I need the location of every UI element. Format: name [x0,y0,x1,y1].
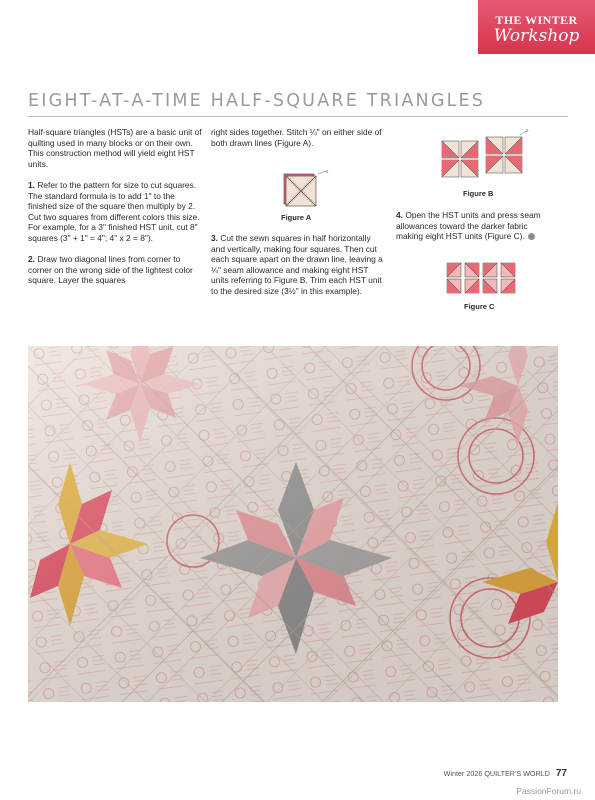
figure-b-cut-square [442,141,478,177]
article-title: EIGHT-AT-A-TIME HALF-SQUARE TRIANGLES [28,91,486,111]
hst-unit [447,279,461,293]
figure-a-diagram [282,170,330,208]
step-4-text: Open the HST units and press seam allowances toward the darker fabric making eight HST units (Figure C). [396,210,541,242]
figure-a-caption: Figure A [281,213,312,222]
quilt-illustration [28,346,558,702]
watermark: PassionForum.ru [516,786,581,796]
text-column-1 [28,127,203,297]
figure-c-caption: Figure C [464,302,495,311]
footer-magazine: QUILTER'S WORLD [484,769,550,778]
end-mark-icon [528,233,535,240]
page-footer [444,768,567,779]
step-1-text: Refer to the pattern for size to cut squares. The standard formula is to add 1" to the finished size of the square then multiply by 2. Cut two squares from different colors this size. For example, for a 3" finished HST unit, cut 8" squares (3" + 1" = 4"; 4" x 2 = 8"). [28,179,200,243]
text-column-2-bottom [211,233,385,307]
step-4-number: 4. [396,210,403,220]
hst-unit [465,263,479,277]
hst-unit [465,279,479,293]
hst-unit [447,263,461,277]
step-2-continued: right sides together. Stitch ¼" on either side of both drawn lines (Figure A). [211,127,382,148]
step-4 [396,210,556,242]
hst-unit [501,263,515,277]
badge-script: Workshop [493,26,580,46]
step-2-text-part1: Draw two diagonal lines from corner to corner on the wrong side of the lightest color square. Layer the squares [28,254,193,286]
figure-b-caption: Figure B [463,189,494,198]
section-badge [478,0,595,54]
badge-title: THE WINTER [495,13,578,27]
step-2 [28,254,203,286]
step-2-number: 2. [28,254,35,265]
step-1 [28,180,203,244]
step-3-text: Cut the sewn squares in half horizontally and vertically, making four squares. Then cut each square apart on the drawn line, leaving a ¼" seam allowance and making eight HST units referring to Figure B. Trim each HST unit to the desired size (3½" in this example). [211,233,383,296]
hst-unit [483,279,497,293]
figure-b-cut-square-2 [486,137,522,173]
hst-unit [501,279,515,293]
hst-unit [483,263,497,277]
footer-issue: Winter 2026 [443,769,483,778]
page-number: 77 [555,768,567,779]
figure-c-diagram [446,262,522,294]
step-1-number: 1. [28,179,35,190]
text-column-3 [396,210,556,252]
text-column-2-top [211,127,385,159]
quilt-photo [28,346,558,702]
intro-paragraph: Half-square triangles (HSTs) are a basic unit of quilting used in many blocks or on their own. This construction method will yield eight HST units. [28,127,202,169]
step-3-number: 3. [211,233,218,243]
title-rule [28,116,568,117]
step-3 [211,233,385,297]
figure-b-diagram [440,127,530,185]
